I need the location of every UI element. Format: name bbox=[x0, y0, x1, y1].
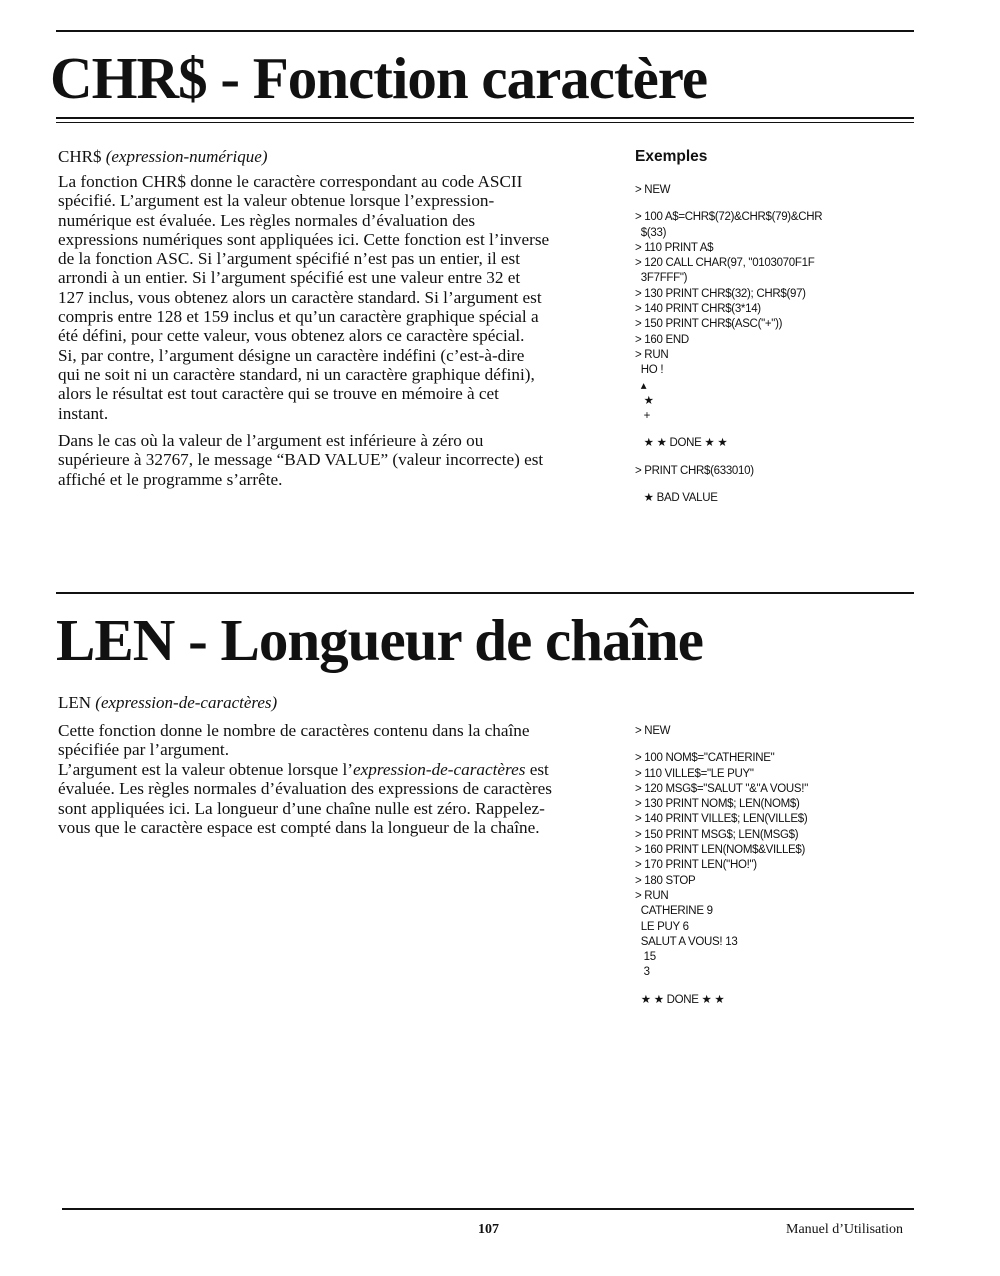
code-line bbox=[635, 424, 822, 436]
para-line: alors le résultat est tout caractère qui se trouve en mémoire à cet bbox=[58, 384, 499, 404]
code-line: > 110 VILLE$="LE PUY" bbox=[635, 767, 754, 780]
code-line: LE PUY 6 bbox=[635, 920, 689, 933]
code-line: > 130 PRINT NOM$; LEN(NOM$) bbox=[635, 798, 800, 811]
para-line: qui ne soit ni un caractère standard, ni un caractère graphique défini), bbox=[58, 364, 535, 384]
section-title-chr: CHR$ - Fonction caractère bbox=[50, 45, 708, 111]
section2-top-rule bbox=[56, 592, 914, 594]
syntax-len bbox=[58, 693, 277, 713]
para-line: Dans le cas où la valeur de l’argument est inférieure à zéro ou bbox=[58, 431, 484, 450]
para-line: sont appliquées ici. La longueur d’une chaîne nulle est zéro. Rappelez- bbox=[58, 798, 545, 818]
para-line: spécifié. L’argument est la valeur obtenue lorsque l’expression- bbox=[58, 191, 495, 211]
title-rule-thin bbox=[56, 122, 914, 123]
text-segment: L’argument est la valeur obtenue lorsque l’ bbox=[58, 760, 353, 779]
para-line: de la fonction ASC. Si l’argument spécifié n’est pas un entier, il est bbox=[58, 249, 521, 269]
code-line: > 170 PRINT LEN("HO!") bbox=[635, 859, 757, 872]
para-line: vous que le caractère espace est compté dans la longueur de la chaîne. bbox=[58, 817, 540, 837]
code-line bbox=[635, 739, 808, 751]
syntax-keyword: CHR$ bbox=[58, 147, 102, 166]
code-line: ★ BAD VALUE bbox=[635, 492, 718, 505]
code-line bbox=[635, 479, 822, 491]
code-line: SALUT A VOUS! 13 bbox=[635, 935, 738, 948]
para-line: Cette fonction donne le nombre de caractères contenu dans la chaîne bbox=[58, 721, 530, 740]
code-line bbox=[635, 198, 822, 210]
code-line: > 140 PRINT CHR$(3*14) bbox=[635, 303, 761, 316]
code-line: + bbox=[635, 410, 651, 423]
paragraph-len-argument bbox=[58, 760, 552, 837]
syntax-chr bbox=[58, 147, 267, 167]
para-line: évaluée. Les règles normales d’évaluation des expressions de caractères bbox=[58, 779, 552, 799]
code-line: ★ ★ DONE ★ ★ bbox=[635, 437, 728, 450]
para-line: 127 inclus, vous obtenez alors un caractère standard. Si l’argument est bbox=[58, 287, 542, 307]
para-line: expressions numériques sont appliquées ici. Cette fonction est l’inverse bbox=[58, 229, 550, 249]
footer-rule bbox=[62, 1208, 914, 1210]
code-line: CATHERINE 9 bbox=[635, 905, 713, 918]
para-line: affiché et le programme s’arrête. bbox=[58, 469, 283, 489]
paragraph-chr-bad-value bbox=[58, 431, 543, 489]
paragraph-len-description bbox=[58, 721, 530, 760]
code-example-len bbox=[635, 724, 808, 1008]
code-line: > 150 PRINT CHR$(ASC("+")) bbox=[635, 318, 783, 331]
code-line: > 110 PRINT A$ bbox=[635, 241, 714, 254]
code-line: 3F7FFF") bbox=[635, 272, 688, 285]
code-line: > 150 PRINT MSG$; LEN(MSG$) bbox=[635, 828, 799, 841]
code-line: > RUN bbox=[635, 348, 669, 361]
para-line: numérique est évaluée. Les règles normales d’évaluation des bbox=[58, 210, 476, 230]
para-line: La fonction CHR$ donne le caractère correspondant au code ASCII bbox=[58, 172, 523, 191]
para-line: supérieure à 32767, le message “BAD VALUE” (valeur incorrecte) est bbox=[58, 450, 544, 470]
text-segment: est bbox=[525, 760, 549, 779]
para-line: compris entre 128 et 159 inclus et qu’un caractère graphique spécial a bbox=[58, 307, 539, 327]
code-line: $(33) bbox=[635, 226, 667, 239]
para-line bbox=[58, 760, 552, 779]
manual-title: Manuel d’Utilisation bbox=[786, 1222, 904, 1237]
code-line: > 100 NOM$="CATHERINE" bbox=[635, 752, 775, 765]
code-line bbox=[635, 981, 808, 993]
syntax-argument: (expression-de-caractères) bbox=[95, 693, 278, 712]
code-line: > 130 PRINT CHR$(32); CHR$(97) bbox=[635, 287, 806, 300]
top-rule bbox=[56, 30, 914, 32]
italic-term: expression-de-caractères bbox=[352, 760, 526, 779]
code-line: ★ bbox=[635, 394, 654, 407]
para-line: Si, par contre, l’argument désigne un caractère indéfini (c’est-à-dire bbox=[58, 345, 525, 365]
code-line: ★ ★ DONE ★ ★ bbox=[635, 993, 725, 1006]
page-number: 107 bbox=[478, 1222, 499, 1237]
code-line bbox=[635, 452, 822, 464]
syntax-keyword: LEN bbox=[58, 693, 92, 712]
examples-heading: Exemples bbox=[635, 148, 708, 165]
code-line: > 180 STOP bbox=[635, 874, 696, 887]
code-line: > PRINT CHR$(633010) bbox=[635, 464, 754, 477]
code-line: 3 bbox=[635, 966, 650, 979]
code-line: > NEW bbox=[635, 725, 671, 737]
para-line: arrondi à un entier. Si l’argument spécifié est une valeur entre 32 et bbox=[58, 268, 521, 288]
section-title-len: LEN - Longueur de chaîne bbox=[56, 607, 703, 673]
code-line: 15 bbox=[635, 951, 656, 964]
para-line: instant. bbox=[58, 403, 109, 423]
code-line: > 160 END bbox=[635, 333, 689, 346]
para-line: été défini, pour cette valeur, vous obtenez alors ce caractère spécial. bbox=[58, 326, 525, 346]
code-example-chr bbox=[635, 183, 822, 506]
syntax-argument: (expression-numérique) bbox=[105, 147, 268, 166]
code-line: > 120 MSG$="SALUT "&"A VOUS!" bbox=[635, 782, 808, 795]
paragraph-chr-description bbox=[58, 172, 549, 423]
code-line: > RUN bbox=[635, 889, 669, 902]
code-line: > 140 PRINT VILLE$; LEN(VILLE$) bbox=[635, 813, 808, 826]
code-line: > 160 PRINT LEN(NOM$&VILLE$) bbox=[635, 844, 806, 857]
code-line: > 100 A$=CHR$(72)&CHR$(79)&CHR bbox=[635, 211, 823, 224]
para-line: spécifiée par l’argument. bbox=[58, 740, 230, 760]
code-line: > 120 CALL CHAR(97, "0103070F1F bbox=[635, 257, 815, 270]
code-line: ▴ bbox=[635, 379, 647, 392]
code-line: HO ! bbox=[635, 364, 664, 377]
code-line: > NEW bbox=[635, 184, 671, 196]
title-rule-thick bbox=[56, 117, 914, 119]
